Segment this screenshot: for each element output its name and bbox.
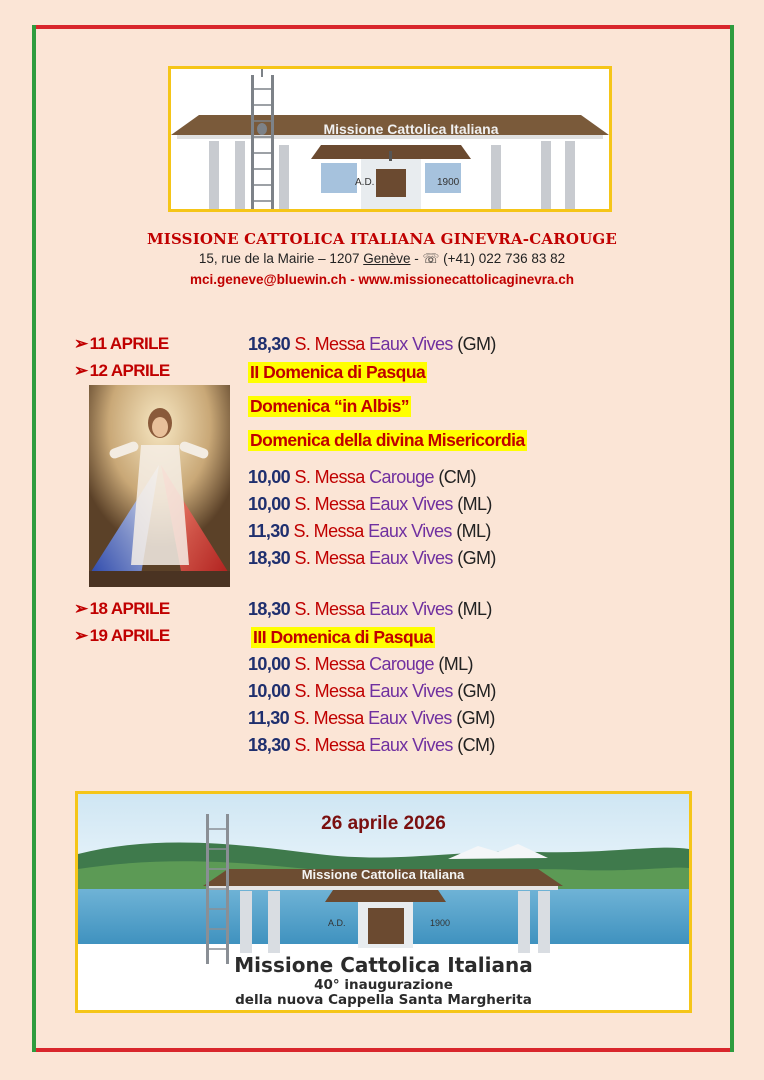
date-label: ➢ 11 APRILE bbox=[74, 334, 169, 353]
frame-top bbox=[32, 25, 734, 29]
banner-line: 40° inaugurazione bbox=[314, 977, 453, 993]
frame-left bbox=[32, 25, 36, 1052]
mass-entry: 10,00 S. Messa Carouge (CM) bbox=[248, 467, 476, 487]
banner-line: della nuova Cappella Santa Margherita bbox=[235, 992, 532, 1008]
feast-subtitle: Domenica “in Albis” bbox=[250, 396, 410, 416]
mission-logo bbox=[168, 66, 612, 212]
frame-bottom bbox=[32, 1048, 734, 1052]
banner-heading: Missione Cattolica Italiana bbox=[234, 953, 533, 977]
mass-entry: 11,30 S. Messa Eaux Vives (ML) bbox=[248, 521, 491, 541]
address-phone: - ☏ (+41) 022 736 83 82 bbox=[410, 251, 566, 266]
chapel-logo-illustration bbox=[171, 69, 609, 209]
logo-sign: Missione Cattolica Italiana bbox=[323, 121, 499, 137]
feast-subtitle: Domenica della divina Misericordia bbox=[250, 430, 525, 450]
mass-entry: 11,30 S. Messa Eaux Vives (GM) bbox=[248, 708, 495, 728]
date-label: ➢ 19 APRILE bbox=[74, 626, 170, 645]
mission-contact[interactable]: mci.geneve@bluewin.ch - www.missionecattolicaginevra.ch bbox=[189, 272, 575, 287]
arrow-bullet-icon: ➢ bbox=[74, 334, 88, 353]
logo-ad: A.D. bbox=[355, 177, 375, 188]
divine-mercy-image bbox=[89, 385, 230, 587]
mass-entry: 10,00 S. Messa Eaux Vives (GM) bbox=[248, 681, 496, 701]
frame-right bbox=[730, 25, 734, 1052]
banner-year: 1900 bbox=[430, 918, 451, 928]
banner-date: 26 aprile 2026 bbox=[321, 813, 446, 834]
feast-title: II Domenica di Pasqua bbox=[250, 362, 426, 382]
feast-title: III Domenica di Pasqua bbox=[253, 627, 433, 647]
arrow-bullet-icon: ➢ bbox=[74, 361, 88, 380]
mass-entry: 18,30 S. Messa Eaux Vives (CM) bbox=[248, 735, 495, 755]
arrow-bullet-icon: ➢ bbox=[74, 599, 88, 618]
date-label: ➢ 12 APRILE bbox=[74, 361, 170, 380]
mission-title: MISSIONE CATTOLICA ITALIANA GINEVRA-CAROUGE bbox=[146, 230, 618, 248]
banner-ad: A.D. bbox=[328, 918, 346, 928]
arrow-bullet-icon: ➢ bbox=[74, 626, 88, 645]
mass-entry: 18,30 S. Messa Eaux Vives (GM) bbox=[248, 334, 496, 354]
banner-sign: Missione Cattolica Italiana bbox=[301, 867, 465, 882]
logo-year: 1900 bbox=[437, 177, 460, 188]
mass-entry: 10,00 S. Messa Eaux Vives (ML) bbox=[248, 494, 492, 514]
date-label: ➢ 18 APRILE bbox=[74, 599, 170, 618]
address-street: 15, rue de la Mairie – 1207 bbox=[198, 251, 364, 266]
mass-entry: 10,00 S. Messa Carouge (ML) bbox=[248, 654, 473, 674]
mass-entry: 18,30 S. Messa Eaux Vives (GM) bbox=[248, 548, 496, 568]
anniversary-banner bbox=[75, 791, 692, 1013]
mission-address bbox=[0, 251, 764, 267]
mass-entry: 18,30 S. Messa Eaux Vives (ML) bbox=[248, 599, 492, 619]
address-city: Genève bbox=[363, 251, 411, 266]
